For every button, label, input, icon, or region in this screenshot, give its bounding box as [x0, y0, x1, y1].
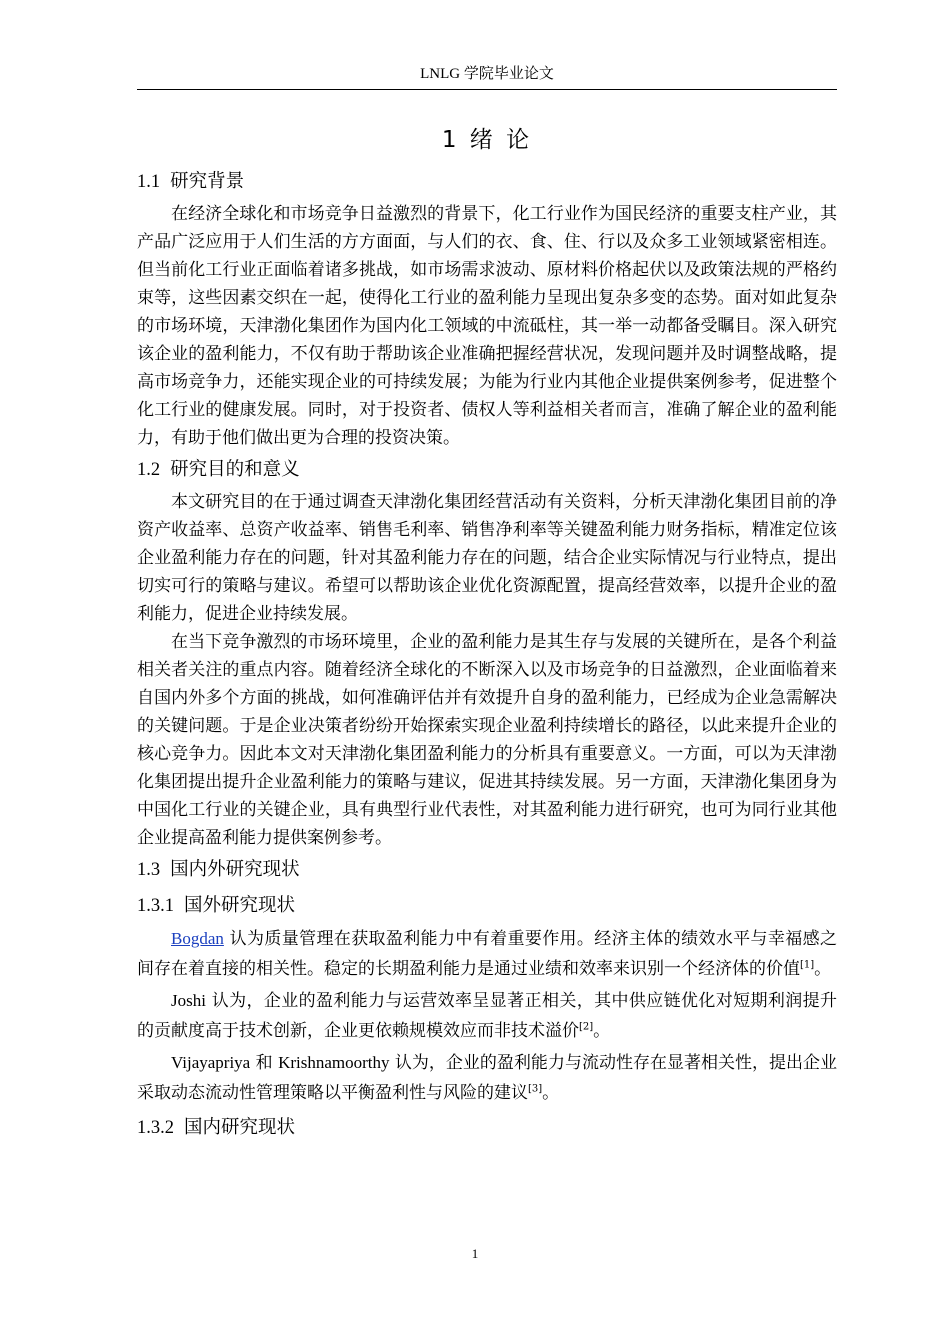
chapter-title: 1 绪 论 [441, 127, 533, 153]
citation-2: [2] [579, 1020, 594, 1032]
paragraph-ref-joshi: Joshi 认为，企业的盈利能力与运营效率呈显著正相关，其中供应链优化对短期利润提升的贡献度高于技术创新，企业更依赖规模效应而非技术溢价[2]。 [137, 991, 837, 1041]
citation-3: [3] [528, 1082, 543, 1094]
page-number: 1 [471, 1246, 479, 1261]
section-heading-1-2: 1.2 研究目的和意义 [137, 459, 300, 480]
paragraph-research-significance: 在当下竞争激烈的市场环境里，企业的盈利能力是其生存与发展的关键所在，是各个利益相关者关注的重点内容。随着经济全球化的不断深入以及市场竞争的日益激烈，企业面临着来自国内外多个方面的挑战，如何准确评估并有效提升自身的盈利能力，已经成为企业急需解决的关键问题。于是企业决策者纷纷开始探索实现企业盈利持续增长的路径，以此来提升企业的核心竞争力。因此本文对天津渤化集团盈利能力的分析具有重要意义。一方面，可以为天津渤化集团提出提升企业盈利能力的策略与建议，促进其持续发展。另一方面，天津渤化集团身为中国化工行业的关键企业，具有典型行业代表性，对其盈利能力进行研究，也可为同行业其他企业提高盈利能力提供案例参考。 [137, 632, 837, 848]
header-rule [137, 89, 837, 90]
section-heading-1-3-2: 1.3.2 国内研究现状 [137, 1117, 296, 1138]
author-link-bogdan[interactable]: Bogdan [171, 929, 224, 948]
paragraph-ref-bogdan: Bogdan 认为质量管理在获取盈利能力中有着重要作用。经济主体的绩效水平与幸福感之间存在着直接的相关性。稳定的长期盈利能力是通过业绩和效率来识别一个经济体的价值[1]。 [137, 929, 837, 979]
paragraph-research-purpose: 本文研究目的在于通过调查天津渤化集团经营活动有关资料，分析天津渤化集团目前的净资产收益率、总资产收益率、销售毛利率、销售净利率等关键盈利能力财务指标，精准定位该企业盈利能力存在的问题，针对其盈利能力存在的问题，结合企业实际情况与行业特点，提出切实可行的策略与建议。希望可以帮助该企业优化资源配置，提高经营效率，以提升企业的盈利能力，促进企业持续发展。 [137, 492, 837, 624]
section-heading-1-3: 1.3 国内外研究现状 [137, 859, 300, 880]
paragraph-ref-vijayapriya: Vijayapriya 和 Krishnamoorthy 认为，企业的盈利能力与流动性存在显著相关性，提出企业采取动态流动性管理策略以平衡盈利性与风险的建议[3]。 [137, 1053, 838, 1103]
section-heading-1-1: 1.1 研究背景 [137, 171, 245, 192]
citation-1: [1] [800, 958, 815, 970]
running-header: LNLG 学院毕业论文 [420, 66, 554, 82]
section-heading-1-3-1: 1.3.1 国外研究现状 [137, 895, 296, 916]
paragraph-research-background: 在经济全球化和市场竞争日益激烈的背景下，化工行业作为国民经济的重要支柱产业，其产品广泛应用于人们生活的方方面面，与人们的衣、食、住、行以及众多工业领域紧密相连。但当前化工行业正面临着诸多挑战，如市场需求波动、原材料价格起伏以及政策法规的严格约束等，这些因素交织在一起，使得化工行业的盈利能力呈现出复杂多变的态势。面对如此复杂的市场环境，天津渤化集团作为国内化工领域的中流砥柱，其一举一动都备受瞩目。深入研究该企业的盈利能力，不仅有助于帮助该企业准确把握经营状况，发现问题并及时调整战略，提高市场竞争力，还能实现企业的可持续发展；为能为行业内其他企业提供案例参考，促进整个化工行业的健康发展。同时，对于投资者、债权人等利益相关者而言，准确了解企业的盈利能力，有助于他们做出更为合理的投资决策。 [137, 204, 837, 448]
page-body [137, 118, 837, 1146]
